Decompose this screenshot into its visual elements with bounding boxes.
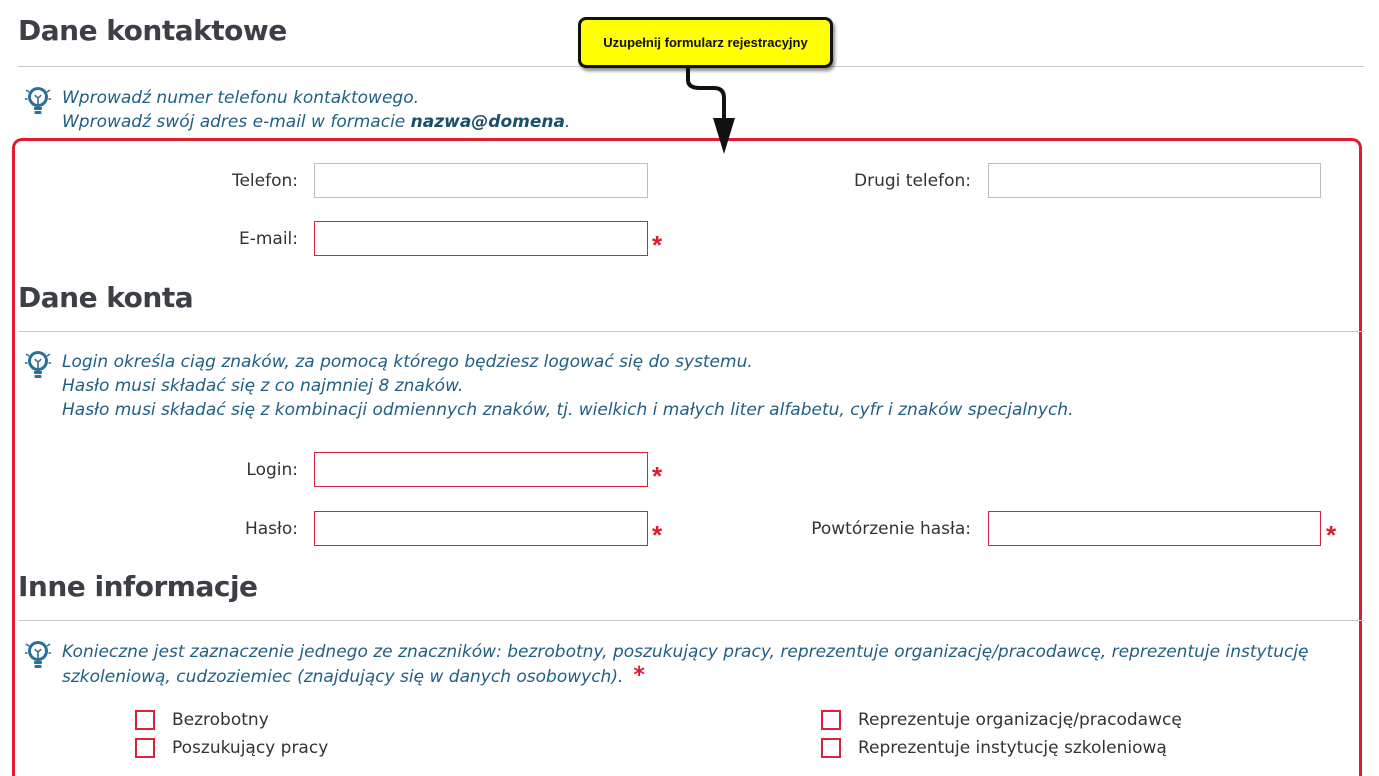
section-heading-account: Dane konta [18, 281, 194, 314]
checkbox-job-seeker[interactable] [135, 738, 328, 758]
lightbulb-icon [24, 86, 52, 118]
login-label: Login: [246, 460, 298, 480]
password-repeat-input[interactable] [988, 511, 1321, 546]
callout-arrow-icon [680, 66, 750, 158]
checkbox-training-institution[interactable] [821, 738, 1167, 758]
phone-label: Telefon: [231, 171, 298, 191]
email-input[interactable] [314, 221, 648, 256]
hint-line: Login określa ciąg znaków, za pomocą którego będziesz logować się do systemu. [62, 352, 753, 372]
divider [18, 331, 1364, 332]
hint-line: Hasło musi składać się z kombinacji odmiennych znaków, tj. wielkich i małych liter alfabetu, cyfr i znaków specjalnych. [62, 400, 1074, 420]
required-mark: * [1326, 520, 1337, 550]
phone-input[interactable] [314, 163, 648, 198]
required-mark: * [652, 461, 663, 491]
hint-line: Konieczne jest zaznaczenie jednego ze znaczników: bezrobotny, poszukujący pracy, reprezentuje organizację/pracodawcę, reprezentuje instytucję [62, 642, 1309, 662]
checkbox-box[interactable] [135, 710, 155, 730]
required-mark: * [633, 663, 645, 688]
hint-line: Hasło musi składać się z co najmniej 8 znaków. [62, 376, 464, 396]
checkbox-box[interactable] [135, 738, 155, 758]
other-hint [24, 640, 1309, 689]
required-mark: * [652, 520, 663, 550]
hint-line: Wprowadź numer telefonu kontaktowego. [62, 88, 420, 108]
second-phone-label: Drugi telefon: [854, 171, 971, 191]
checkbox-label: Poszukujący pracy [172, 738, 329, 758]
divider [18, 620, 1364, 621]
password-input[interactable] [314, 511, 648, 546]
section-heading-other: Inne informacje [18, 570, 258, 603]
email-label: E-mail: [238, 229, 298, 249]
lightbulb-icon [24, 640, 52, 672]
required-mark: * [652, 230, 663, 260]
checkbox-label: Reprezentuje instytucję szkoleniową [858, 738, 1167, 758]
hint-line: Wprowadź swój adres e-mail w formacie nazwa@domena. [62, 112, 571, 132]
contact-hint [24, 86, 570, 134]
checkbox-employer[interactable] [821, 710, 1182, 730]
hint-line: szkoleniową, cudzoziemiec (znajdujący się w danych osobowych). * [62, 663, 645, 688]
section-heading-contact: Dane kontaktowe [18, 14, 287, 47]
checkbox-box[interactable] [821, 738, 841, 758]
lightbulb-icon [24, 350, 52, 382]
email-format-example: nazwa@domena [410, 112, 565, 132]
login-input[interactable] [314, 452, 648, 487]
password-repeat-label: Powtórzenie hasła: [811, 519, 971, 539]
second-phone-input[interactable] [988, 163, 1321, 198]
checkbox-label: Reprezentuje organizację/pracodawcę [858, 710, 1182, 730]
password-label: Hasło: [244, 519, 298, 539]
checkbox-unemployed[interactable] [135, 710, 269, 730]
checkbox-label: Bezrobotny [172, 710, 269, 730]
account-hint [24, 350, 1073, 422]
checkbox-box[interactable] [821, 710, 841, 730]
callout-tooltip: Uzupełnij formularz rejestracyjny [578, 17, 833, 68]
